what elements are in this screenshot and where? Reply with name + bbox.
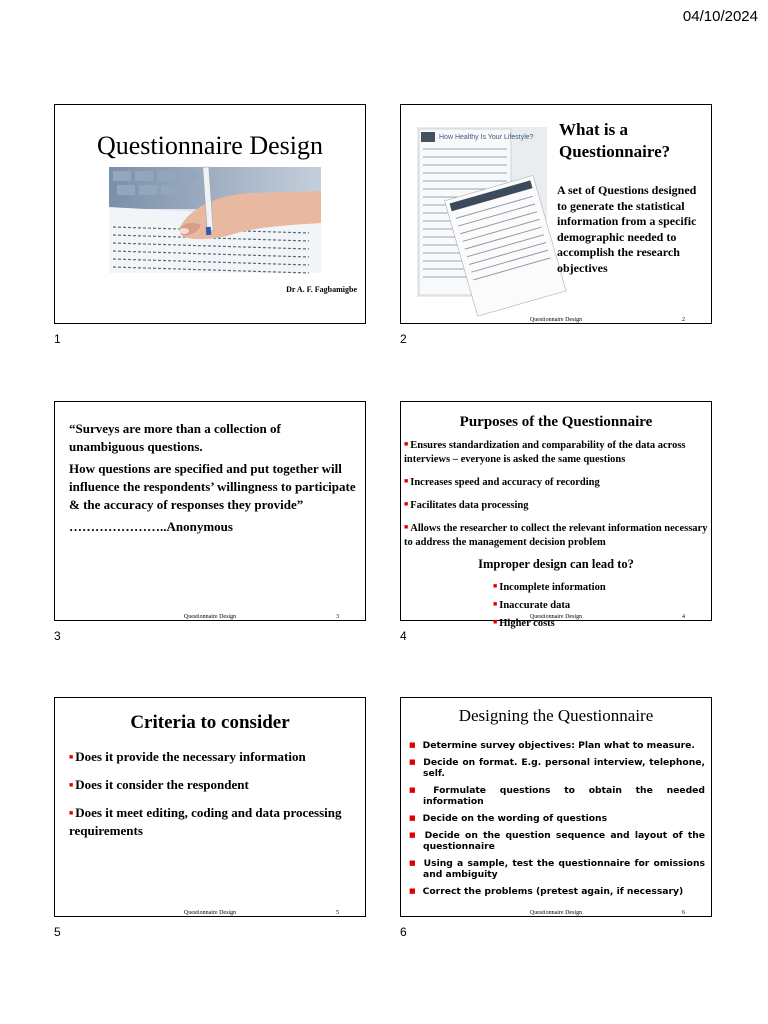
square-bullet-icon: ■ [493, 600, 498, 608]
footer-text: Questionnaire Design [183, 910, 237, 916]
hand-writing-photo [109, 167, 321, 273]
square-bullet-icon: ■ [493, 582, 498, 590]
square-bullet-icon: ■ [409, 741, 416, 749]
quote-line: “Surveys are more than a collection of unambiguous questions. [69, 421, 281, 454]
slide-number: 4 [400, 629, 407, 643]
footer-page-number: 3 [336, 614, 339, 620]
list-item: ■ Higher costs [493, 618, 555, 629]
footer-page-number: 5 [336, 910, 339, 916]
footer-text: Questionnaire Design [529, 614, 583, 620]
list-item: ■ Facilitates data processing [404, 500, 529, 511]
footer-page-number: 6 [682, 910, 685, 916]
square-bullet-icon: ■ [409, 887, 416, 895]
square-bullet-icon: ■ [409, 859, 417, 867]
square-bullet-icon: ■ [404, 440, 409, 448]
list-item: ■ Decide on format. E.g. personal interview, telephone, self. [409, 757, 705, 779]
quote-line: How questions are specified and put together will influence the respondents’ willingness to participate & the accuracy of responses they provide” [69, 461, 356, 512]
slide-title: Questionnaire Design [96, 131, 323, 160]
list-item: ■ Incomplete information [493, 582, 606, 593]
slide-3 [54, 401, 366, 621]
square-bullet-icon: ■ [69, 809, 74, 817]
list-item: ■ Allows the researcher to collect the relevant information necessary to address the management decision problem [404, 523, 708, 548]
slide-number: 2 [400, 332, 407, 346]
square-bullet-icon: ■ [404, 477, 409, 485]
slide-1 [54, 104, 366, 324]
slide-subtitle: Improper design can lead to? [478, 557, 634, 571]
slide-number: 3 [54, 629, 61, 643]
quote-attribution: …………………..Anonymous [69, 519, 233, 534]
square-bullet-icon: ■ [409, 786, 427, 794]
footer-page-number: 4 [682, 614, 685, 620]
square-bullet-icon: ■ [409, 831, 418, 839]
list-item: ■ Does it provide the necessary information [69, 749, 306, 764]
bullet-list [401, 740, 711, 897]
list-item: ■ Increases speed and accuracy of recording [404, 477, 600, 488]
list-item: ■ Inaccurate data [493, 600, 571, 611]
form-caption: How Healthy Is Your Lifestyle? [439, 134, 534, 141]
square-bullet-icon: ■ [69, 781, 74, 789]
sub-bullet-list [493, 578, 711, 632]
footer-text: Questionnaire Design [529, 910, 583, 916]
slide-author: Dr A. F. Fagbamigbe [286, 285, 357, 294]
list-item: ■ Does it consider the respondent [69, 777, 249, 792]
slide-2 [400, 104, 712, 324]
list-item: ■ Using a sample, test the questionnaire for omissions and ambiguity [409, 858, 705, 880]
list-item: ■ Decide on the question sequence and layout of the questionnaire [409, 830, 705, 852]
square-bullet-icon: ■ [404, 500, 409, 508]
slide-6 [400, 697, 712, 917]
slide-title: Designing the Questionnaire [458, 706, 654, 725]
slide-number: 6 [400, 925, 407, 939]
slide-5 [54, 697, 366, 917]
square-bullet-icon: ■ [493, 618, 498, 626]
slide-body: A set of Questions designed to generate the statistical information from a specific demographic needed to accomplish the research objectives [557, 183, 697, 275]
bullet-list [401, 437, 711, 550]
slide-title: Criteria to consider [130, 712, 290, 733]
list-item: ■ Formulate questions to obtain the needed information [409, 785, 705, 807]
list-item: ■ Ensures standardization and comparability of the data across interviews – everyone is asked the same questions [404, 440, 686, 465]
square-bullet-icon: ■ [404, 523, 409, 531]
list-item: ■ Decide on the wording of questions [409, 813, 608, 824]
footer-page-number: 2 [682, 317, 685, 323]
footer-text: Questionnaire Design [183, 614, 237, 620]
square-bullet-icon: ■ [409, 758, 417, 766]
list-item: ■ Correct the problems (pretest again, if necessary) [409, 886, 684, 897]
quote [69, 420, 359, 540]
slide-number: 5 [54, 925, 61, 939]
square-bullet-icon: ■ [409, 814, 416, 822]
slide-4 [400, 401, 712, 629]
bullet-list [55, 748, 365, 840]
square-bullet-icon: ■ [69, 753, 74, 761]
slide-title: What is a Questionnaire? [559, 120, 671, 161]
slide-title: Purposes of the Questionnaire [459, 414, 653, 430]
footer-text: Questionnaire Design [529, 317, 583, 323]
print-date: 04/10/2024 [682, 8, 758, 25]
list-item: ■ Determine survey objectives: Plan what to measure. [409, 740, 695, 751]
questionnaire-form-image [417, 127, 547, 297]
slide-number: 1 [54, 332, 61, 346]
list-item: ■ Does it meet editing, coding and data processing requirements [69, 805, 342, 838]
